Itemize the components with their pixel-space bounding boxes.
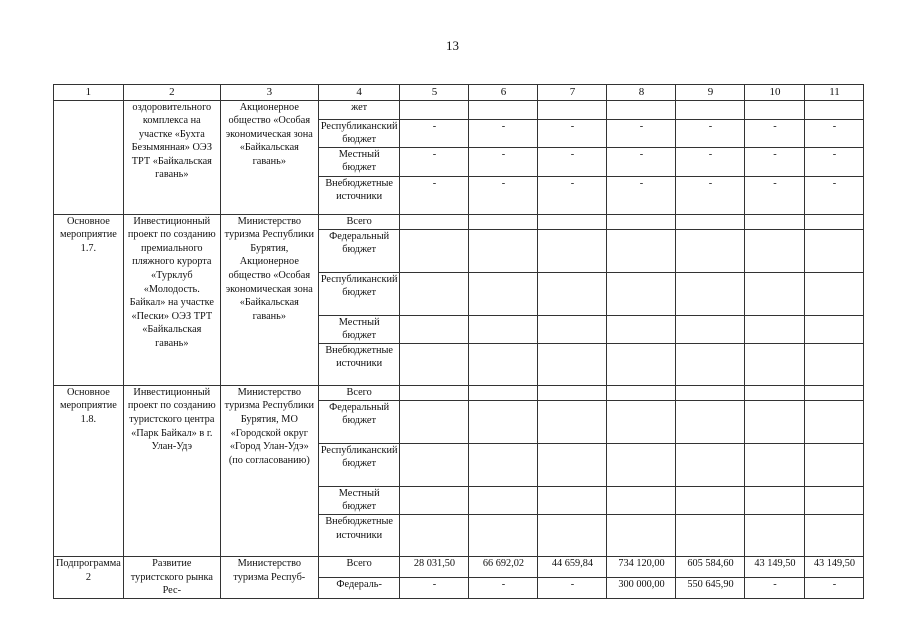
value-cell [469,385,538,400]
value-cell: - [469,176,538,214]
value-cell: - [676,119,745,147]
value-cell [805,214,864,229]
value-cell [538,100,607,119]
column-header: 7 [538,85,607,101]
value-cell: - [676,147,745,176]
value-cell [607,514,676,556]
value-cell [538,443,607,486]
value-cell [400,486,469,514]
value-cell: - [745,147,805,176]
value-cell [538,385,607,400]
value-cell [538,272,607,315]
project-cell: Инвестиционный проект по созданию премиального пляжного курорта «Турклуб «Молодость. Байкал» на участке «Пески» ОЭЗ ТРТ «Байкальская гавань» [123,214,220,385]
value-cell [400,343,469,385]
value-cell [805,514,864,556]
value-cell: - [469,147,538,176]
value-cell [538,214,607,229]
column-header: 5 [400,85,469,101]
value-cell [400,214,469,229]
value-cell [538,514,607,556]
executor-cell: Министерство туризма Республики Бурятия, МО «Городской округ «Город Улан-Удэ» (по согласованию) [220,385,318,556]
value-cell: - [469,577,538,598]
value-cell: - [745,176,805,214]
value-cell [400,443,469,486]
value-cell: - [607,147,676,176]
column-header: 4 [318,85,400,101]
value-cell [607,315,676,343]
table-row [54,385,864,400]
value-cell [676,214,745,229]
value-cell [400,229,469,272]
value-cell: - [469,119,538,147]
value-cell [676,315,745,343]
value-cell: - [805,577,864,598]
column-header: 3 [220,85,318,101]
value-cell [745,229,805,272]
column-header: 2 [123,85,220,101]
funding-source-cell: Республиканский бюджет [318,272,400,315]
value-cell [607,229,676,272]
value-cell [745,214,805,229]
funding-source-cell: Внебюджетные источники [318,514,400,556]
value-cell: - [400,119,469,147]
value-cell [805,486,864,514]
value-cell [676,385,745,400]
value-cell [745,100,805,119]
value-cell [469,272,538,315]
funding-source-cell: Республиканский бюджет [318,443,400,486]
value-cell [469,443,538,486]
value-cell [676,400,745,443]
value-cell: 605 584,60 [676,556,745,577]
value-cell: - [538,147,607,176]
funding-source-cell: Федераль- [318,577,400,598]
value-cell [745,443,805,486]
value-cell [745,343,805,385]
value-cell [676,272,745,315]
activity-cell: Основное мероприятие 1.7. [54,214,124,385]
value-cell [469,486,538,514]
value-cell: - [607,176,676,214]
value-cell [469,100,538,119]
value-cell [469,343,538,385]
funding-source-cell: Местный бюджет [318,486,400,514]
value-cell: 43 149,50 [805,556,864,577]
column-header: 8 [607,85,676,101]
value-cell: 28 031,50 [400,556,469,577]
value-cell [607,343,676,385]
column-header: 11 [805,85,864,101]
value-cell: - [805,176,864,214]
value-cell [745,315,805,343]
funding-source-cell: Всего [318,385,400,400]
value-cell [745,385,805,400]
value-cell [745,400,805,443]
funding-source-cell: Всего [318,556,400,577]
value-cell [400,272,469,315]
value-cell: - [805,119,864,147]
value-cell [469,400,538,443]
value-cell: - [745,577,805,598]
value-cell [400,315,469,343]
value-cell [607,214,676,229]
table-row [54,214,864,229]
project-cell: оздоровительного комплекса на участке «Бухта Безымянная» ОЭЗ ТРТ «Байкальская гавань» [123,100,220,214]
value-cell [745,514,805,556]
value-cell [538,315,607,343]
funding-source-cell: Федеральный бюджет [318,400,400,443]
value-cell [607,443,676,486]
budget-table [53,84,864,599]
value-cell [676,514,745,556]
value-cell [805,315,864,343]
executor-cell: Министерство туризма Респуб- [220,556,318,598]
value-cell [538,343,607,385]
value-cell [400,514,469,556]
value-cell [538,229,607,272]
value-cell: - [538,577,607,598]
value-cell [400,400,469,443]
value-cell [676,229,745,272]
funding-source-cell: жет [318,100,400,119]
activity-cell: Подпрограмма 2 [54,556,124,598]
column-header: 10 [745,85,805,101]
value-cell: 734 120,00 [607,556,676,577]
value-cell: 300 000,00 [607,577,676,598]
value-cell: - [538,176,607,214]
value-cell [469,315,538,343]
value-cell [607,272,676,315]
value-cell [469,229,538,272]
executor-cell: Акционерное общество «Особая экономическая зона «Байкальская гавань» [220,100,318,214]
funding-source-cell: Федеральный бюджет [318,229,400,272]
page-number: 13 [446,38,459,53]
header-row [54,85,864,101]
value-cell: - [805,147,864,176]
table-row [54,100,864,119]
value-cell [805,343,864,385]
value-cell: - [607,119,676,147]
column-header: 6 [469,85,538,101]
project-cell: Инвестиционный проект по созданию туристского центра «Парк Байкал» в г. Улан-Удэ [123,385,220,556]
value-cell [607,385,676,400]
funding-source-cell: Всего [318,214,400,229]
value-cell [805,385,864,400]
value-cell [805,229,864,272]
project-cell: Развитие туристского рынка Рес- [123,556,220,598]
value-cell [805,443,864,486]
value-cell: - [400,176,469,214]
value-cell [400,100,469,119]
value-cell [607,100,676,119]
activity-cell [54,100,124,214]
value-cell: 43 149,50 [745,556,805,577]
value-cell [745,272,805,315]
column-header: 9 [676,85,745,101]
executor-cell: Министерство туризма Республики Бурятия, Акционерное общество «Особая экономическая зона «Байкальская гавань» [220,214,318,385]
funding-source-cell: Республиканский бюджет [318,119,400,147]
value-cell: - [676,176,745,214]
value-cell: - [745,119,805,147]
value-cell [469,514,538,556]
funding-source-cell: Местный бюджет [318,315,400,343]
funding-source-cell: Внебюджетные источники [318,176,400,214]
value-cell: 550 645,90 [676,577,745,598]
value-cell [805,400,864,443]
value-cell [805,272,864,315]
value-cell [676,343,745,385]
table-row [54,556,864,577]
funding-source-cell: Внебюджетные источники [318,343,400,385]
value-cell [538,486,607,514]
value-cell [745,486,805,514]
value-cell [676,443,745,486]
value-cell: 44 659,84 [538,556,607,577]
value-cell [607,400,676,443]
value-cell: - [538,119,607,147]
value-cell [469,214,538,229]
value-cell: - [400,577,469,598]
value-cell [400,385,469,400]
value-cell [538,400,607,443]
funding-source-cell: Местный бюджет [318,147,400,176]
value-cell [607,486,676,514]
value-cell [676,100,745,119]
activity-cell: Основное мероприятие 1.8. [54,385,124,556]
value-cell [676,486,745,514]
value-cell: 66 692,02 [469,556,538,577]
value-cell [805,100,864,119]
column-header: 1 [54,85,124,101]
value-cell: - [400,147,469,176]
